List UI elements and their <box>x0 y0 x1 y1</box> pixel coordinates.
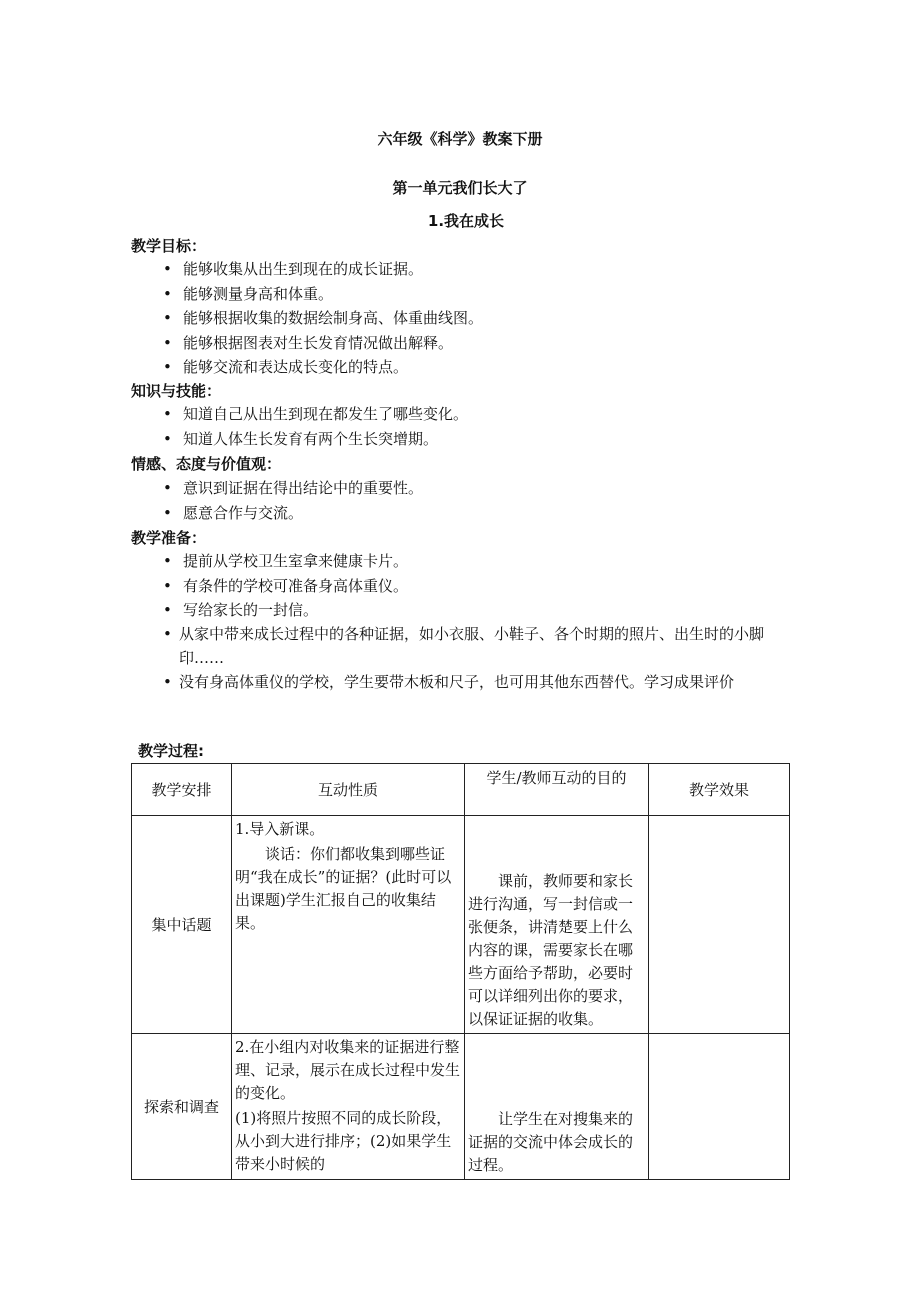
effect-cell <box>649 1034 790 1180</box>
purpose-cell <box>465 816 649 1034</box>
lesson-title: 1.我在成长 <box>427 212 505 230</box>
list-item: • 能够根据图表对生长发育情况做出解释。 <box>161 331 483 356</box>
process-table <box>131 763 790 1180</box>
interaction-line: 2.在小组内对收集来的证据进行整理、记录，展示在成长过程中发生的变化。 <box>235 1038 461 1102</box>
header-arrangement: 教学安排 <box>132 764 232 816</box>
section-heading-attitude: 情感、态度与价值观： <box>131 455 282 473</box>
interaction-line: (1)将照片按照不同的成长阶段，从小到大进行排序；(2)如果学生带来小时候的 <box>235 1109 452 1173</box>
purpose-cell <box>465 1034 649 1180</box>
list-item: • 愿意合作与交流。 <box>161 501 423 526</box>
table-header-row <box>132 764 790 816</box>
list-item: • 能够收集从出生到现在的成长证据。 <box>161 257 483 282</box>
list-item: • 知道自己从出生到现在都发生了哪些变化。 <box>161 402 468 427</box>
list-item: • 能够根据收集的数据绘制身高、体重曲线图。 <box>161 306 483 331</box>
list-item: • 从家中带来成长过程中的各种证据，如小衣服、小鞋子、各个时期的照片、出生时的小脚印…… <box>165 622 793 670</box>
attitude-list <box>161 476 423 525</box>
interaction-cell <box>232 1034 465 1180</box>
purpose-text: 让学生在对搜集来的证据的交流中体会成长的过程。 <box>468 1110 634 1174</box>
section-heading-knowledge: 知识与技能： <box>131 382 222 400</box>
section-heading-objectives: 教学目标： <box>131 237 207 255</box>
interaction-line: 1.导入新课。 <box>235 820 325 838</box>
header-interaction: 互动性质 <box>232 764 465 816</box>
list-item: • 知道人体生长发育有两个生长突增期。 <box>161 427 468 452</box>
arrangement-cell: 探索和调查 <box>132 1034 232 1180</box>
table-row <box>132 816 790 1034</box>
table-row <box>132 1034 790 1180</box>
preparation-list <box>161 549 408 623</box>
list-item: • 能够测量身高和体重。 <box>161 282 483 307</box>
list-item: • 提前从学校卫生室拿来健康卡片。 <box>161 549 408 574</box>
header-purpose: 学生/教师互动的目的 <box>465 764 649 816</box>
interaction-cell <box>232 816 465 1034</box>
doc-title: 六年级《科学》教案下册 <box>377 130 543 148</box>
list-item: • 意识到证据在得出结论中的重要性。 <box>161 476 423 501</box>
list-item: • 能够交流和表达成长变化的特点。 <box>161 355 483 380</box>
header-effect: 教学效果 <box>649 764 790 816</box>
objectives-list <box>161 257 483 380</box>
arrangement-cell: 集中话题 <box>132 816 232 1034</box>
section-heading-preparation: 教学准备： <box>131 529 207 547</box>
knowledge-list <box>161 402 468 451</box>
section-heading-process: 教学过程: <box>138 742 204 760</box>
purpose-text: 课前，教师要和家长进行沟通，写一封信或一张便条，讲清楚要上什么内容的课，需要家长在哪些方面给予帮助，必要时可以详细列出你的要求，以保证证据的收集。 <box>468 872 634 1028</box>
list-item: • 没有身高体重仪的学校，学生要带木板和尺子，也可用其他东西替代。学习成果评价 <box>165 670 793 694</box>
unit-title: 第一单元我们长大了 <box>392 179 528 197</box>
list-item: • 写给家长的一封信。 <box>161 598 408 623</box>
list-item: • 有条件的学校可准备身高体重仪。 <box>161 574 408 599</box>
effect-cell <box>649 816 790 1034</box>
interaction-line: 谈话：你们都收集到哪些证明“我在成长”的证据？(此时可以出课题)学生汇报自己的收集结果。 <box>235 845 452 932</box>
preparation-wide-list <box>165 622 793 694</box>
